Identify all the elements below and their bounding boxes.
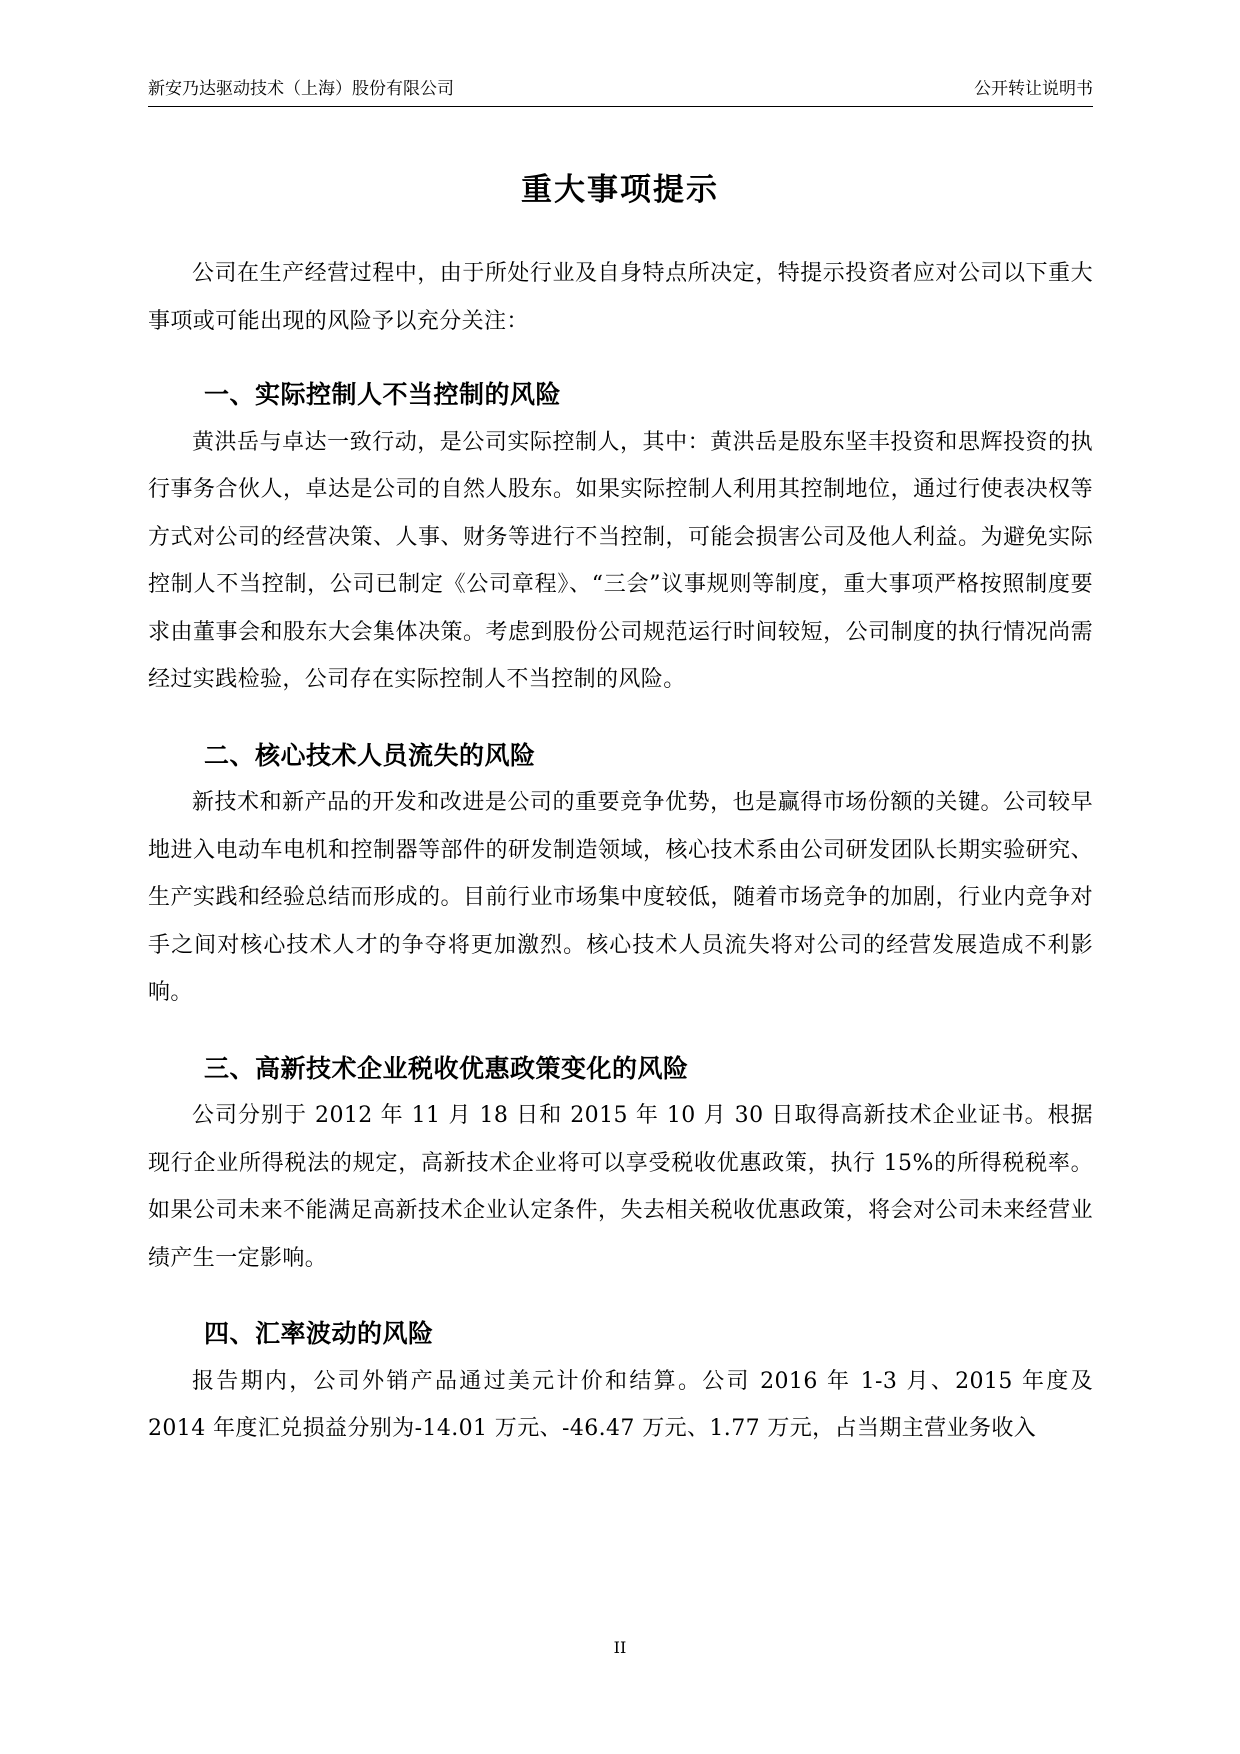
- document-body: [148, 250, 1093, 1453]
- section-1-heading: 一、实际控制人不当控制的风险: [204, 380, 562, 409]
- section-3-heading: 三、高新技术企业税收优惠政策变化的风险: [204, 1053, 689, 1083]
- section-3-body: 公司分别于 2012 年 11 月 18 日和 2015 年 10 月 30 日取得高新技术企业证书。根据现行企业所得税法的规定，高新技术企业将可以享受税收优惠政策，执行 15%的所得税税率。如果公司未来不能满足高新技术企业认定条件，失去相关税收优惠政策，将会对公司未来经营业绩产生一定影响。: [148, 1103, 1093, 1271]
- section-4-heading: 四、汇率波动的风险: [204, 1319, 434, 1348]
- page-header: [148, 76, 1093, 107]
- header-company-name: 新安乃达驱动技术（上海）股份有限公司: [148, 79, 454, 99]
- intro-paragraph: 公司在生产经营过程中，由于所处行业及自身特点所决定，特提示投资者应对公司以下重大事项或可能出现的风险予以充分关注：: [148, 261, 1093, 334]
- section-1-body: 黄洪岳与卓达一致行动，是公司实际控制人，其中：黄洪岳是股东坚丰投资和思辉投资的执行事务合伙人，卓达是公司的自然人股东。如果实际控制人利用其控制地位，通过行使表决权等方式对公司的经营决策、人事、财务等进行不当控制，可能会损害公司及他人利益。为避免实际控制人不当控制，公司已制定《公司章程》、“三会”议事规则等制度，重大事项严格按照制度要求由董事会和股东大会集体决策。考虑到股份公司规范运行时间较短，公司制度的执行情况尚需经过实践检验，公司存在实际控制人不当控制的风险。: [148, 429, 1093, 692]
- header-document-type: 公开转让说明书: [974, 79, 1093, 99]
- page-number: II: [613, 1638, 627, 1657]
- section-4-body: 报告期内，公司外销产品通过美元计价和结算。公司 2016 年 1-3 月、2015 年度及 2014 年度汇兑损益分别为-14.01 万元、-46.47 万元、1.77 万元，占当期主营业务收入: [148, 1368, 1093, 1441]
- section-2-heading: 二、核心技术人员流失的风险: [204, 740, 536, 770]
- page-title: 重大事项提示: [521, 172, 719, 208]
- section-2-body: 新技术和新产品的开发和改进是公司的重要竞争优势，也是赢得市场份额的关键。公司较早地进入电动车电机和控制器等部件的研发制造领域，核心技术系由公司研发团队长期实验研究、生产实践和经验总结而形成的。目前行业市场集中度较低，随着市场竞争的加剧，行业内竞争对手之间对核心技术人才的争夺将更加激烈。核心技术人员流失将对公司的经营发展造成不利影响。: [148, 790, 1093, 1005]
